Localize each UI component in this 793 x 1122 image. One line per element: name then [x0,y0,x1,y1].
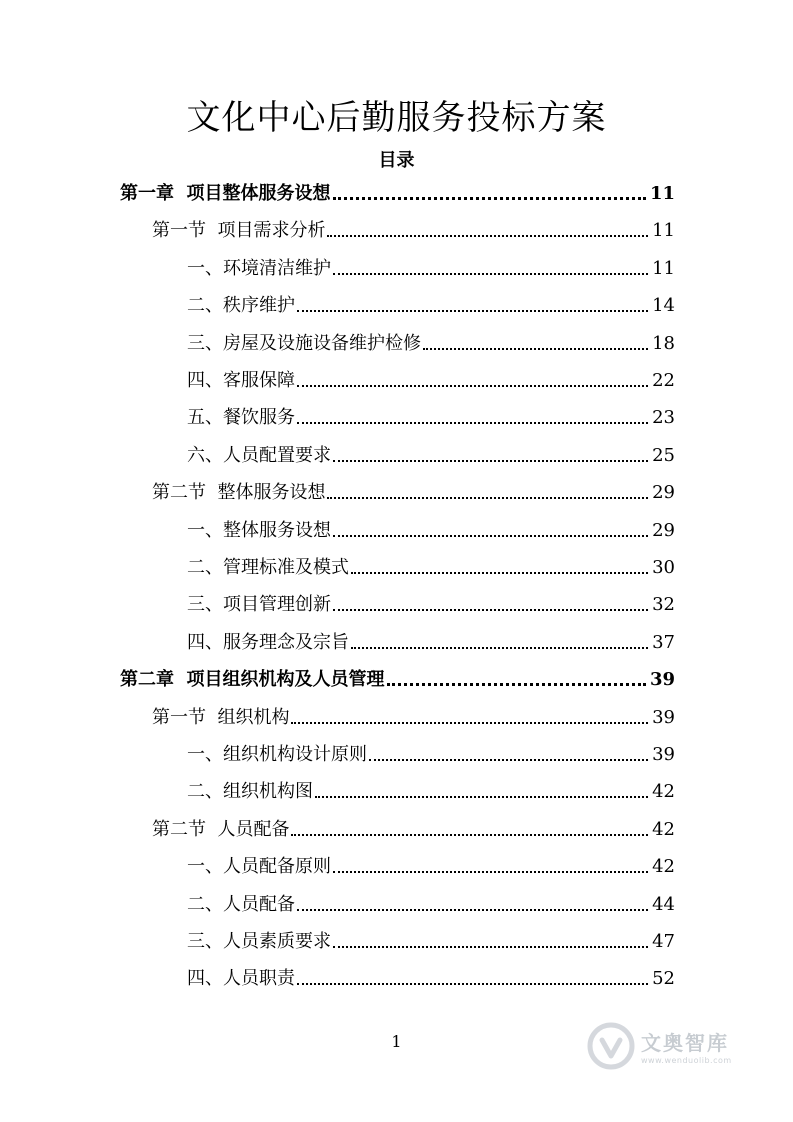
dot-leader [315,795,648,798]
toc-entry[interactable] [152,219,675,243]
dot-leader [333,870,648,873]
toc-entry-page: 14 [652,295,675,317]
toc-entry-page: 44 [652,893,675,915]
dot-leader [333,459,648,462]
toc-entry-title: 第一章 项目整体服务设想 [120,183,331,204]
dot-leader [333,272,648,275]
toc-entry[interactable] [152,706,675,730]
toc-entry-title: 二、管理标准及模式 [187,557,349,578]
toc-entry-title: 第二节 整体服务设想 [152,482,326,504]
toc-entry-page: 29 [652,482,675,504]
dot-leader [333,945,648,948]
toc-entry-title: 四、服务理念及宗旨 [187,631,349,653]
dot-leader [291,833,648,836]
toc-entry[interactable] [152,818,675,842]
dot-leader [297,908,648,911]
toc-entry[interactable] [187,257,675,281]
toc-entry-title: 三、人员素质要求 [187,931,331,952]
toc-entry-page: 18 [652,332,675,354]
dot-leader [327,496,648,499]
toc-entry-title: 三、房屋及设施设备维护检修 [187,332,421,354]
watermark-url: www.wenduolib.com [641,1056,732,1065]
dot-leader [297,982,648,985]
watermark-text: 文奥智库 [641,1031,729,1055]
toc-entry-page: 39 [649,669,675,691]
toc-entry[interactable] [152,481,675,505]
toc-entry-page: 42 [652,856,675,878]
toc-entry-title: 五、餐饮服务 [187,407,295,429]
toc-entry-page: 39 [652,744,675,765]
watermark [587,1018,757,1074]
dot-leader [291,721,648,724]
dot-leader [327,234,648,237]
dot-leader [297,421,648,424]
toc-entry[interactable] [187,444,675,468]
toc-entry-title: 四、人员职责 [187,968,295,990]
toc-entry[interactable] [187,332,675,356]
dot-leader [333,534,648,537]
toc-entry-title: 六、人员配置要求 [187,444,331,466]
toc-entry[interactable] [187,294,675,318]
toc-entry-page: 52 [652,968,675,990]
toc-entry-title: 二、人员配备 [187,893,295,915]
toc-entry[interactable] [120,668,675,692]
toc-entry[interactable] [187,406,675,430]
page-number: 1 [391,1032,402,1051]
toc-entry-page: 11 [649,183,675,204]
toc-entry-page: 29 [652,519,675,541]
toc-entry[interactable] [187,893,675,917]
dot-leader [351,646,648,649]
toc-entry[interactable] [187,780,675,804]
toc-entry[interactable] [187,930,675,954]
toc-entry-page: 42 [652,781,675,803]
toc-entry-title: 第二节 人员配备 [152,818,290,840]
toc-entry-title: 二、秩序维护 [187,295,295,317]
toc-entry-title: 一、整体服务设想 [187,519,331,541]
toc-entry-title: 一、人员配备原则 [187,856,331,878]
dot-leader [387,682,646,686]
toc-entry[interactable] [187,556,675,580]
toc-entry-page: 39 [652,706,675,728]
toc-entry[interactable] [187,369,675,393]
dot-leader [351,571,648,574]
toc-entry[interactable] [187,967,675,991]
document-title: 文化中心后勤服务投标方案 [186,98,607,138]
toc-entry-title: 三、项目管理创新 [187,594,331,616]
toc-entry-title: 第一节 项目需求分析 [152,220,326,242]
toc-entry-title: 第二章 项目组织机构及人员管理 [120,669,385,691]
toc-entry-page: 47 [652,931,675,952]
toc-entry-title: 一、环境清洁维护 [187,257,331,279]
brand-logo-icon [587,1022,635,1070]
toc-entry[interactable] [187,593,675,617]
toc-entry-page: 11 [652,257,675,279]
toc-entry-page: 30 [652,557,675,578]
dot-leader [297,384,648,387]
dot-leader [423,347,648,350]
toc-entry-page: 42 [652,818,675,840]
toc-entry-page: 25 [652,444,675,466]
toc-entry-title: 四、客服保障 [187,370,295,391]
toc-entry[interactable] [120,182,675,206]
toc-entry[interactable] [187,743,675,767]
toc-entry-page: 23 [652,407,675,429]
toc-entry-page: 32 [652,594,675,616]
toc-entry-title: 一、组织机构设计原则 [187,744,367,765]
toc-heading: 目录 [378,150,415,171]
dot-leader [333,196,646,200]
toc-entry-page: 22 [652,370,675,391]
toc-entry-page: 37 [652,631,675,653]
toc-entry[interactable] [187,519,675,543]
toc-entry[interactable] [187,855,675,879]
toc-entry-title: 第一节 组织机构 [152,706,290,728]
toc-entry-title: 二、组织机构图 [187,781,313,803]
dot-leader [333,608,648,611]
toc-entry[interactable] [187,631,675,655]
dot-leader [369,758,648,761]
toc-entry-page: 11 [652,220,675,242]
dot-leader [297,309,648,312]
